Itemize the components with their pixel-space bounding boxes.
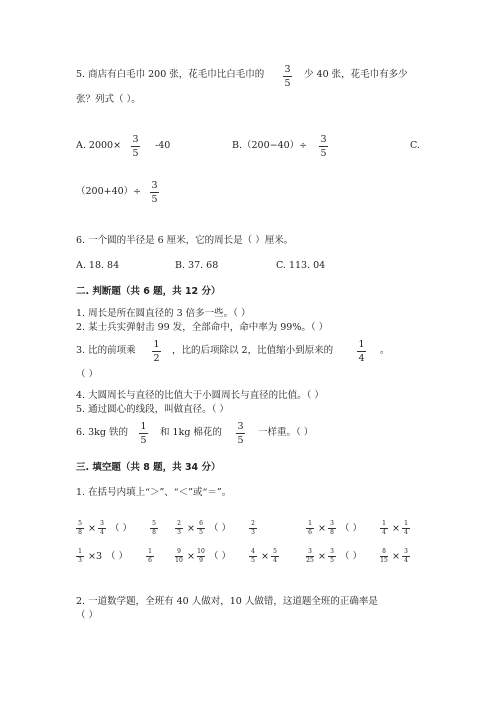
operator: × <box>261 551 269 562</box>
judge-3-fraction-2 <box>357 339 366 364</box>
small-fraction <box>150 520 158 536</box>
frac-den: 5 <box>132 148 139 159</box>
small-fraction <box>76 520 84 536</box>
small-fraction <box>146 548 154 564</box>
frac-num: 3 <box>132 134 139 145</box>
frac-den: 4 <box>382 529 386 536</box>
frac-den: 10 <box>175 557 183 564</box>
frac-num: 4 <box>251 548 255 555</box>
judge-6-fraction-2 <box>236 421 245 446</box>
frac-den: 6 <box>148 557 152 564</box>
operator: ×3 <box>88 551 103 562</box>
small-fraction <box>197 548 205 564</box>
frac-den: 3 <box>78 557 82 564</box>
frac-den: 5 <box>251 557 255 564</box>
q6-option-c: C. 113. 04 <box>276 260 326 271</box>
answer-blank: （ ） <box>340 551 363 562</box>
frac-num: 6 <box>199 520 203 527</box>
operator: × <box>318 523 326 534</box>
q5-option-b: B.（200−40）÷ <box>232 140 308 151</box>
small-fraction <box>175 548 183 564</box>
judge-6-fraction-1 <box>139 421 148 446</box>
q5-option-b-fraction <box>319 134 328 159</box>
section-3-title: 三. 填空题（共 8 题，共 34 分） <box>76 462 221 473</box>
q6-stem: 6. 一个圆的半径是 6 厘米，它的周长是（ ）厘米。 <box>76 235 294 246</box>
frac-num: 3 <box>237 421 244 432</box>
judge-3-paren: （ ） <box>76 369 99 380</box>
frac-den: 3 <box>177 529 181 536</box>
answer-blank: （ ） <box>106 551 129 562</box>
q6-option-a: A. 18. 84 <box>76 260 120 271</box>
judge-3-fraction-1 <box>152 339 161 364</box>
small-fraction <box>271 548 279 564</box>
operator: × <box>187 523 195 534</box>
answer-blank: （ ） <box>110 523 133 534</box>
frac-den: 2 <box>153 353 160 364</box>
judge-1: 1. 周长是所在圆直径的 3 倍多一些。（ ） <box>76 308 251 319</box>
judge-3-c: 。 <box>380 345 390 356</box>
frac-den: 5 <box>140 435 147 446</box>
q5-option-a-tail: -40 <box>155 140 171 151</box>
frac-num: 1 <box>78 548 82 555</box>
judge-3-a: 3. 比的前项乘 <box>76 345 136 356</box>
q5-option-a-fraction <box>131 134 140 159</box>
frac-den: 25 <box>306 557 314 564</box>
frac-den: 8 <box>78 529 82 536</box>
frac-den: 5 <box>284 78 291 89</box>
frac-num: 5 <box>273 548 277 555</box>
frac-den: 15 <box>380 557 388 564</box>
small-fraction <box>328 548 336 564</box>
q5-line1-b: 少 40 张，花毛巾有多少 <box>304 69 408 80</box>
frac-num: 1 <box>404 520 408 527</box>
frac-num: 5 <box>152 520 156 527</box>
q5-option-c: （200+40）÷ <box>76 186 142 197</box>
frac-den: 8 <box>330 529 334 536</box>
frac-den: 8 <box>152 529 156 536</box>
frac-den: 5 <box>237 435 244 446</box>
frac-num: 2 <box>251 520 255 527</box>
frac-num: 3 <box>320 134 327 145</box>
section-2-title: 二. 判断题（共 6 题，共 12 分） <box>76 286 221 297</box>
frac-den: 3 <box>251 529 255 536</box>
small-fraction <box>328 520 336 536</box>
small-fraction <box>98 520 106 536</box>
judge-2: 2. 某士兵实弹射击 99 发，全部命中，命中率为 99%。（ ） <box>76 322 329 333</box>
operator: × <box>88 523 96 534</box>
q5-option-a: A. 2000× <box>76 140 122 151</box>
frac-den: 4 <box>358 353 365 364</box>
frac-den: 9 <box>199 557 203 564</box>
judge-6-c: 一样重。（ ） <box>258 427 314 438</box>
fill-2-a: 2. 一道数学题，全班有 40 人做对，10 人做错，这道题全班的正确率是 <box>76 596 378 607</box>
frac-den: 5 <box>330 557 334 564</box>
q5-option-c-fraction <box>150 180 159 205</box>
frac-den: 4 <box>100 529 104 536</box>
fill-2-b: （ ） <box>76 610 99 621</box>
frac-num: 1 <box>308 520 312 527</box>
small-fraction <box>249 548 257 564</box>
frac-num: 3 <box>284 64 291 75</box>
q5-line1-a: 5. 商店有白毛巾 200 张，花毛巾比白毛巾的 <box>76 69 265 80</box>
frac-den: 5 <box>320 148 327 159</box>
frac-num: 3 <box>100 520 104 527</box>
frac-num: 3 <box>308 548 312 555</box>
frac-num: 5 <box>78 520 82 527</box>
answer-blank: （ ） <box>209 523 232 534</box>
small-fraction <box>380 548 388 564</box>
frac-den: 4 <box>404 557 408 564</box>
frac-num: 3 <box>330 520 334 527</box>
judge-5: 5. 通过圆心的线段，叫做直径。（ ） <box>76 404 229 415</box>
small-fraction <box>306 520 314 536</box>
judge-3-b: ，比的后项除以 2，比值缩小到原来的 <box>172 345 334 356</box>
frac-num: 1 <box>382 520 386 527</box>
answer-blank: （ ） <box>340 523 363 534</box>
frac-num: 10 <box>197 548 205 555</box>
frac-den: 4 <box>404 529 408 536</box>
fill-1: 1. 在括号内填上“＞”、“＜”或“＝”。 <box>76 487 232 498</box>
frac-num: 1 <box>358 339 365 350</box>
judge-6-b: 和 1kg 棉花的 <box>160 427 222 438</box>
operator: × <box>392 523 400 534</box>
frac-num: 3 <box>404 548 408 555</box>
small-fraction <box>380 520 388 536</box>
judge-6-a: 6. 3kg 铁的 <box>76 427 128 438</box>
operator: × <box>318 551 326 562</box>
frac-den: 5 <box>199 529 203 536</box>
frac-den: 4 <box>273 557 277 564</box>
frac-num: 1 <box>153 339 160 350</box>
small-fraction <box>197 520 205 536</box>
q5-option-c-label: C. <box>410 140 420 151</box>
small-fraction <box>402 520 410 536</box>
frac-num: 1 <box>148 548 152 555</box>
frac-den: 5 <box>151 194 158 205</box>
small-fraction <box>76 548 84 564</box>
frac-den: 6 <box>308 529 312 536</box>
small-fraction <box>402 548 410 564</box>
answer-blank: （ ） <box>209 551 232 562</box>
frac-num: 3 <box>330 548 334 555</box>
operator: × <box>392 551 400 562</box>
small-fraction <box>175 520 183 536</box>
q6-option-b: B. 37. 68 <box>175 260 219 271</box>
frac-num: 9 <box>177 548 181 555</box>
frac-num: 8 <box>382 548 386 555</box>
operator: × <box>187 551 195 562</box>
frac-num: 3 <box>151 180 158 191</box>
frac-num: 1 <box>140 421 147 432</box>
q5-fraction <box>283 64 292 89</box>
small-fraction <box>306 548 314 564</box>
small-fraction <box>249 520 257 536</box>
judge-4: 4. 大圆周长与直径的比值大于小圆周长与直径的比值。（ ） <box>76 390 324 401</box>
q5-line2: 张？列式（ ）。 <box>76 94 141 105</box>
frac-num: 2 <box>177 520 181 527</box>
